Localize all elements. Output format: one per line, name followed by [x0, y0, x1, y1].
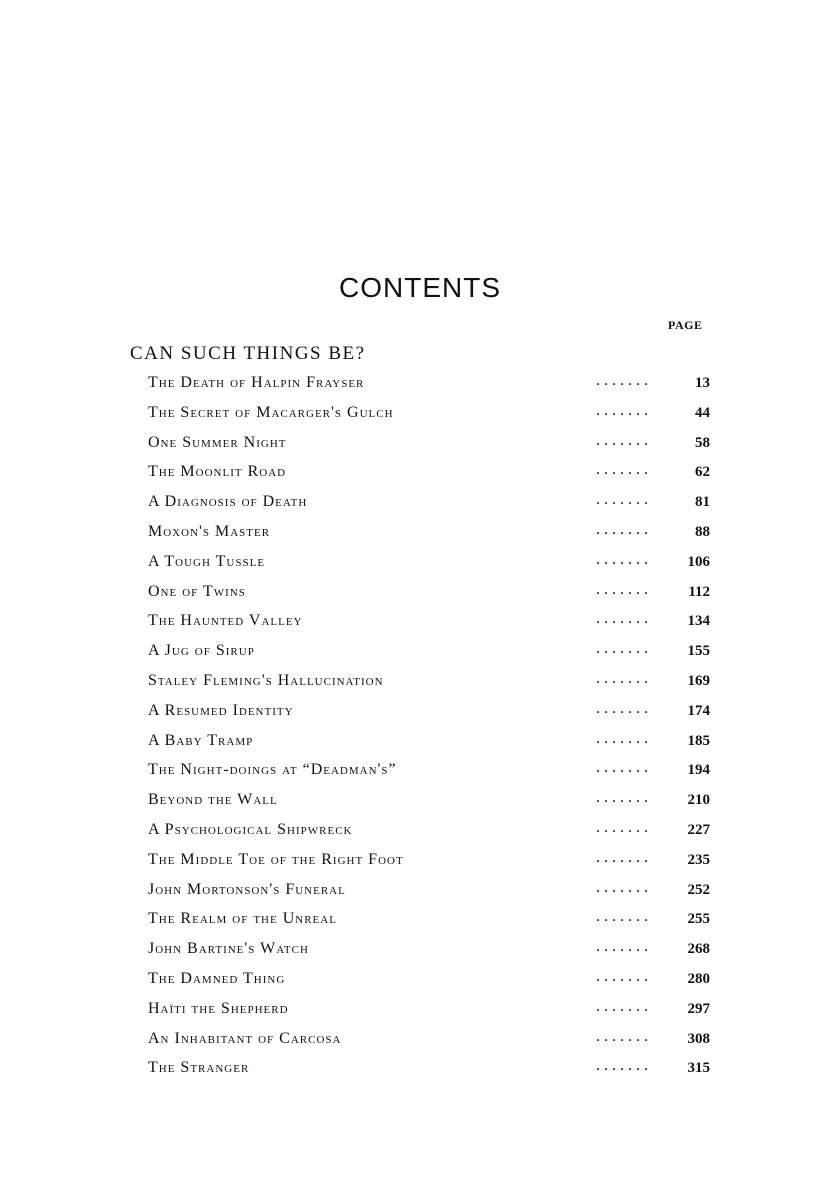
dot-leader: . . . . . . .	[596, 848, 648, 866]
toc-entry-page: 134	[678, 613, 711, 630]
toc-entry-page: 235	[678, 852, 711, 869]
dot-leader: . . . . . . .	[596, 908, 648, 926]
toc-entry	[148, 1057, 718, 1087]
table-of-contents	[148, 372, 718, 1087]
dot-leader: . . . . . . .	[596, 640, 648, 658]
toc-entry	[148, 461, 718, 491]
toc-entry-title: A Psychological Shipwreck	[148, 821, 358, 839]
toc-entry-page: 185	[678, 733, 711, 750]
toc-entry	[148, 372, 718, 402]
toc-entry-page: 227	[678, 822, 711, 839]
page-title: CONTENTS	[339, 272, 501, 303]
toc-entry	[148, 879, 718, 909]
toc-entry-page: 194	[678, 762, 711, 779]
toc-entry-title: One of Twins	[148, 583, 252, 601]
dot-leader: . . . . . . .	[596, 967, 648, 985]
toc-entry-title: The Moonlit Road	[148, 463, 292, 481]
toc-entry-page: 106	[678, 554, 711, 571]
toc-entry	[148, 640, 718, 670]
toc-entry-page: 155	[678, 643, 711, 660]
toc-entry-page: 308	[678, 1031, 711, 1048]
dot-leader: . . . . . . .	[596, 938, 648, 956]
toc-entry	[148, 968, 718, 998]
dot-leader: . . . . . . .	[596, 1057, 648, 1075]
page-column-label: PAGE	[668, 318, 703, 332]
toc-entry-title: An Inhabitant of Carcosa	[148, 1030, 347, 1048]
dot-leader: . . . . . . .	[596, 610, 648, 628]
toc-entry-title: A Resumed Identity	[148, 702, 300, 720]
toc-entry-title: The Secret of Macarger's Gulch	[148, 404, 400, 422]
toc-entry-page: 255	[678, 911, 711, 928]
toc-entry-title: Staley Fleming's Hallucination	[148, 672, 390, 690]
toc-entry	[148, 730, 718, 760]
toc-entry-title: One Summer Night	[148, 434, 293, 452]
toc-entry-title: The Death of Halpin Frayser	[148, 374, 370, 392]
toc-entry-page: 268	[678, 941, 711, 958]
toc-entry	[148, 610, 718, 640]
dot-leader: . . . . . . .	[596, 878, 648, 896]
toc-entry	[148, 432, 718, 462]
toc-entry-page: 280	[678, 971, 711, 988]
dot-leader: . . . . . . .	[596, 729, 648, 747]
toc-entry-page: 315	[678, 1060, 711, 1077]
toc-entry-page: 62	[685, 464, 710, 481]
dot-leader: . . . . . . .	[596, 669, 648, 687]
toc-entry-title: The Stranger	[148, 1059, 255, 1077]
toc-entry-page: 88	[685, 524, 710, 541]
toc-entry-page: 13	[685, 375, 710, 392]
toc-entry	[148, 849, 718, 879]
toc-entry-page: 112	[678, 584, 710, 601]
toc-entry-page: 174	[678, 703, 711, 720]
toc-entry	[148, 1028, 718, 1058]
toc-entry-page: 252	[678, 882, 711, 899]
dot-leader: . . . . . . .	[596, 491, 648, 509]
dot-leader: . . . . . . .	[596, 580, 648, 598]
toc-entry-title: Beyond the Wall	[148, 791, 284, 809]
toc-entry-title: The Night-doings at “Deadman's”	[148, 761, 403, 779]
toc-entry	[148, 670, 718, 700]
toc-entry	[148, 759, 718, 789]
toc-entry	[148, 908, 718, 938]
toc-entry	[148, 581, 718, 611]
toc-entry	[148, 819, 718, 849]
dot-leader: . . . . . . .	[596, 520, 648, 538]
toc-entry-title: A Jug of Sirup	[148, 642, 261, 660]
dot-leader: . . . . . . .	[596, 550, 648, 568]
toc-entry	[148, 491, 718, 521]
dot-leader: . . . . . . .	[596, 401, 648, 419]
toc-entry	[148, 521, 718, 551]
toc-entry-page: 169	[678, 673, 711, 690]
toc-entry-title: Moxon's Master	[148, 523, 276, 541]
toc-entry-page: 210	[678, 792, 711, 809]
toc-entry-title: The Middle Toe of the Right Foot	[148, 851, 410, 869]
dot-leader: . . . . . . .	[596, 759, 648, 777]
dot-leader: . . . . . . .	[596, 431, 648, 449]
dot-leader: . . . . . . .	[596, 372, 648, 389]
toc-entry-page: 81	[685, 494, 710, 511]
dot-leader: . . . . . . .	[596, 699, 648, 717]
toc-entry-title: A Baby Tramp	[148, 732, 259, 750]
dot-leader: . . . . . . .	[596, 461, 648, 479]
section-heading: CAN SUCH THINGS BE?	[130, 343, 366, 364]
toc-entry-page: 297	[678, 1001, 711, 1018]
toc-entry-title: A Tough Tussle	[148, 553, 271, 571]
toc-entry-page: 58	[685, 435, 710, 452]
toc-entry-title: The Realm of the Unreal	[148, 910, 343, 928]
toc-entry	[148, 402, 718, 432]
toc-entry-page: 44	[685, 405, 710, 422]
toc-entry-title: John Mortonson's Funeral	[148, 881, 352, 899]
toc-entry	[148, 938, 718, 968]
toc-entry	[148, 998, 718, 1028]
toc-entry-title: The Damned Thing	[148, 970, 291, 988]
dot-leader: . . . . . . .	[596, 789, 648, 807]
dot-leader: . . . . . . .	[596, 818, 648, 836]
toc-entry	[148, 551, 718, 581]
toc-entry-title: A Diagnosis of Death	[148, 493, 313, 511]
toc-entry-title: Haïti the Shepherd	[148, 1000, 295, 1018]
dot-leader: . . . . . . .	[596, 997, 648, 1015]
toc-entry-title: John Bartine's Watch	[148, 940, 315, 958]
toc-entry-title: The Haunted Valley	[148, 612, 309, 630]
toc-entry	[148, 789, 718, 819]
dot-leader: . . . . . . .	[596, 1027, 648, 1045]
toc-entry	[148, 700, 718, 730]
